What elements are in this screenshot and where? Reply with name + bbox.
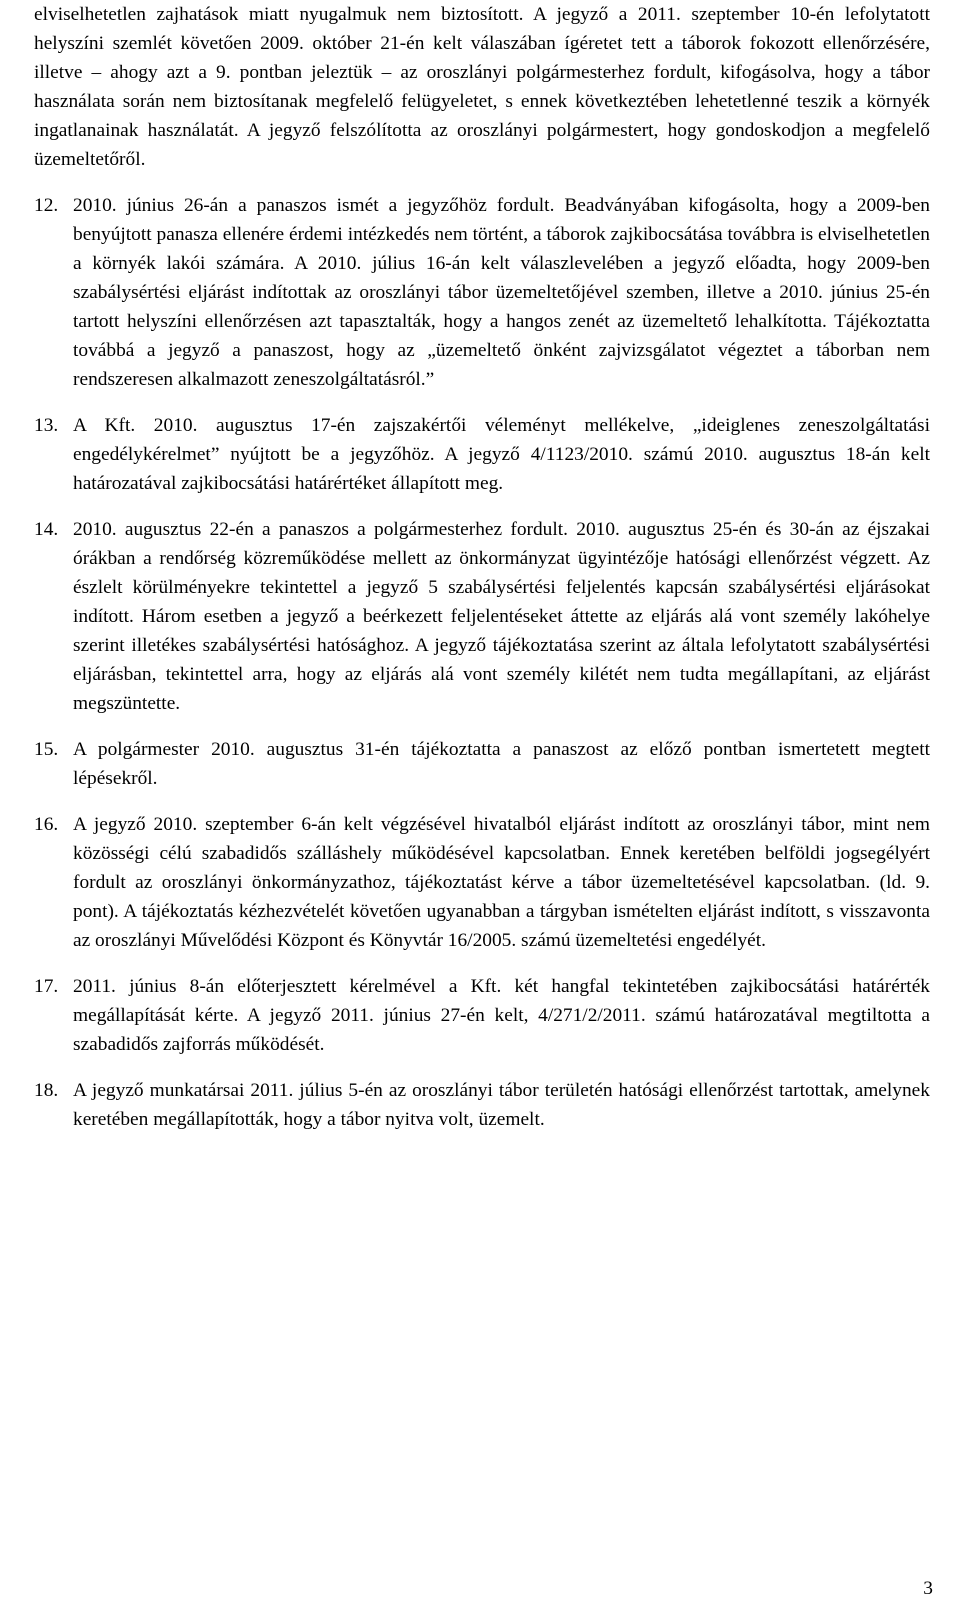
item-number: 16. (34, 814, 59, 835)
list-item (34, 810, 930, 955)
item-text: 2010. június 26-án a panaszos ismét a jegyzőhöz fordult. Beadványában kifogásolta, hogy a 2009-ben benyújtott panasza ellenére érdemi intézkedés nem történt, a táborok zajkibocsátása továbbra is elviselhetetlen a környék lakói számára. A 2010. július 16-án kelt válaszlevelében a jegyző előadta, hogy 2009-ben szabálysértési eljárást indítottak az oroszlányi tábor üzemeltetőjével szemben, illetve a 2010. június 25-én tartott helyszíni ellenőrzésen azt tapasztalták, hogy a hangos zenét az üzemeltető lehalkította. Tájékoztatta továbbá a jegyző a panaszost, hogy az „üzemeltető önként zajvizsgálatot végeztet a táborban nem rendszeresen alkalmazott zeneszolgáltatásról.” (73, 195, 930, 390)
item-number: 14. (34, 519, 59, 540)
item-number: 13. (34, 415, 59, 436)
intro-paragraph: elviselhetetlen zajhatások miatt nyugalmuk nem biztosított. A jegyző a 2011. szeptember 10-én lefolytatott helyszíni szemlét követően 2009. október 21-én kelt válaszában ígéretet tett a táborok fokozott ellenőrzésére, illetve – ahogy azt a 9. pontban jeleztük – az oroszlányi polgármesterhez fordult, kifogásolva, hogy a tábor használata során nem biztosítanak megfelelő felügyeletet, s ennek következtében lehetetlenné teszik a környék ingatlanainak használatát. A jegyző felszólította az oroszlányi polgármestert, hogy gondoskodjon a megfelelő üzemeltetőről. (34, 4, 930, 170)
list-item (34, 411, 930, 498)
list-item (34, 1076, 930, 1134)
item-number: 17. (34, 976, 59, 997)
item-number: 15. (34, 739, 59, 760)
item-number: 12. (34, 195, 59, 216)
item-text: A jegyző munkatársai 2011. július 5-én az oroszlányi tábor területén hatósági ellenőrzést tartottak, amelynek keretében megállapították, hogy a tábor nyitva volt, üzemelt. (73, 1080, 930, 1130)
item-text: 2011. június 8-án előterjesztett kérelmével a Kft. két hangfal tekintetében zajkibocsátási határérték megállapítását kérte. A jegyző 2011. június 27-én kelt, 4/271/2/2011. számú határozatával megtiltotta a szabadidős zajforrás működését. (73, 976, 930, 1055)
list-item (34, 735, 930, 793)
page-number: 3 (923, 1578, 933, 1599)
document-page (34, 0, 930, 1151)
item-number: 18. (34, 1080, 59, 1101)
list-item (34, 191, 930, 394)
item-text: A polgármester 2010. augusztus 31-én tájékoztatta a panaszost az előző pontban ismertetett megtett lépésekről. (73, 739, 930, 789)
item-text: A Kft. 2010. augusztus 17-én zajszakértői véleményt mellékelve, „ideiglenes zeneszolgáltatási engedélykérelmet” nyújtott be a jegyzőhöz. A jegyző 4/1123/2010. számú 2010. augusztus 18-án kelt határozatával zajkibocsátási határértéket állapított meg. (73, 415, 930, 494)
item-text: A jegyző 2010. szeptember 6-án kelt végzésével hivatalból eljárást indított az oroszlányi tábor, mint nem közösségi célú szabadidős szálláshely működésével kapcsolatban. Ennek keretében belföldi jogsegélyért fordult az oroszlányi önkormányzathoz, tájékoztatást kérve a tábor üzemeltetésével kapcsolatban. (ld. 9. pont). A tájékoztatás kézhezvételét követően ugyanabban a tárgyban ismételten eljárást indított, s visszavonta az oroszlányi Művelődési Központ és Könyvtár 16/2005. számú üzemeltetési engedélyét. (73, 814, 930, 951)
list-item (34, 515, 930, 718)
list-item (34, 972, 930, 1059)
item-text: 2010. augusztus 22-én a panaszos a polgármesterhez fordult. 2010. augusztus 25-én és 30-án az éjszakai órákban a rendőrség közreműködése mellett az önkormányzat ügyintézője hatósági ellenőrzést végzett. Az észlelt körülményekre tekintettel a jegyző 5 szabálysértési feljelentés kapcsán szabálysértési eljárásokat indított. Három esetben a jegyző a beérkezett feljelentéseket áttette az eljárás alá vont személy lakóhelye szerint illetékes szabálysértési hatósághoz. A jegyző tájékoztatása szerint az általa lefolytatott szabálysértési eljárásban, tekintettel arra, hogy az eljárás alá vont személy kilétét nem tudta megállapítani, az eljárást megszüntette. (73, 519, 930, 714)
